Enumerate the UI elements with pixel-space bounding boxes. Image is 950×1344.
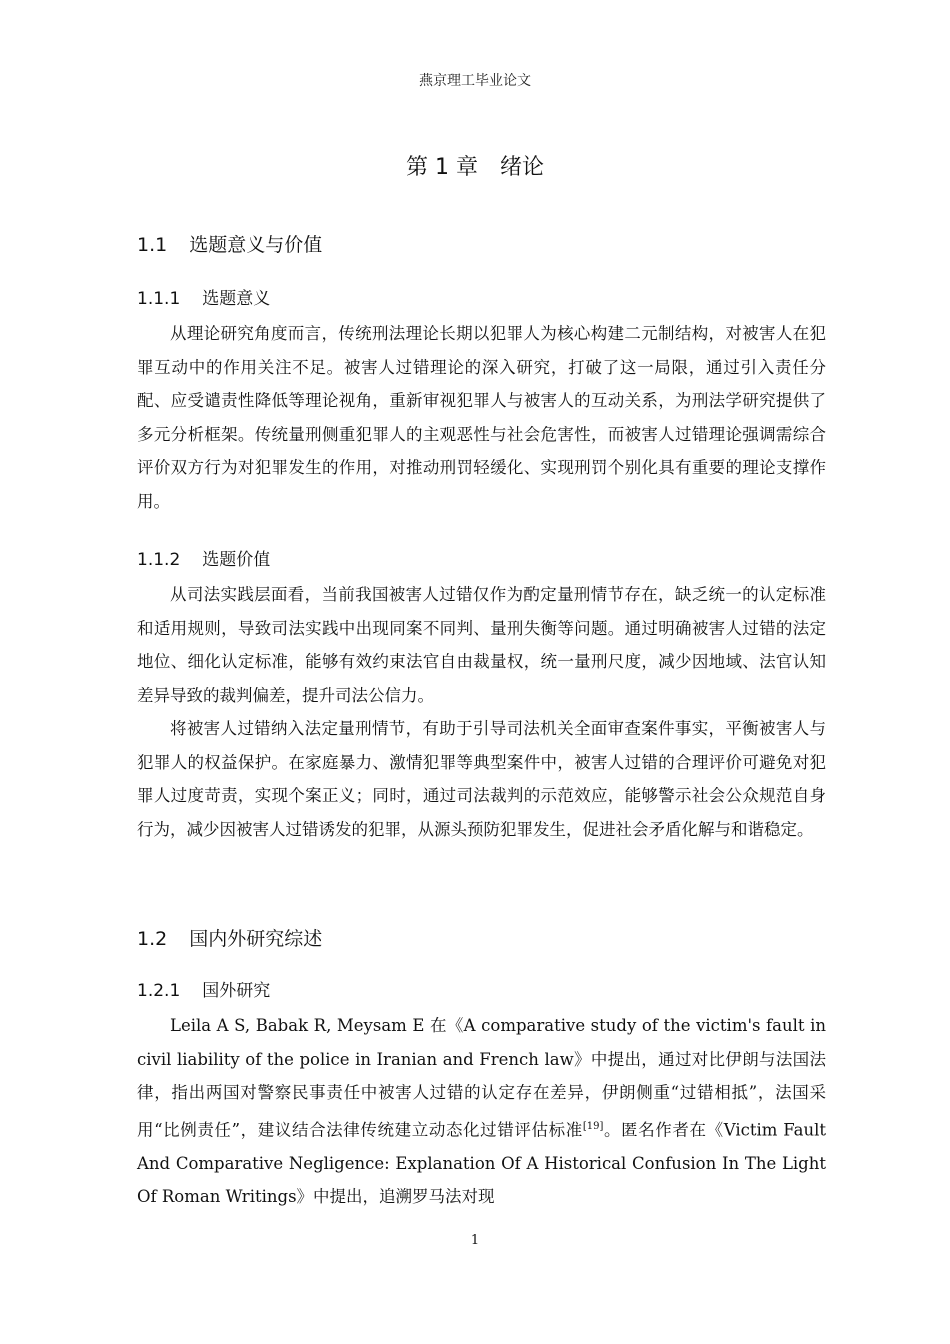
section-number: 1.2.1: [137, 981, 181, 1001]
section-title: 选题价值: [202, 550, 271, 570]
section-heading-1-1-1: [137, 284, 270, 309]
section-title: 选题意义与价值: [189, 234, 323, 256]
section-title: 选题意义: [202, 289, 271, 309]
paragraph-significance: 从理论研究角度而言，传统刑法理论长期以犯罪人为核心构建二元制结构，对被害人在犯罪互动中的作用关注不足。被害人过错理论的深入研究，打破了这一局限，通过引入责任分配、应受谴责性降低等理论视角，重新审视犯罪人与被害人的互动关系，为刑法学研究提供了多元分析框架。传统量刑侧重犯罪人的主观恶性与社会危害性，而被害人过错理论强调需综合评价双方行为对犯罪发生的作用，对推动刑罚轻缓化、实现刑罚个别化具有重要的理论支撑作用。: [137, 324, 826, 511]
paragraph-value-2: 将被害人过错纳入法定量刑情节，有助于引导司法机关全面审查案件事实，平衡被害人与犯罪人的权益保护。在家庭暴力、激情犯罪等典型案件中，被害人过错的合理评价可避免对犯罪人过度苛责，实现个案正义；同时，通过司法裁判的示范效应，能够警示社会公众规范自身行为，减少因被害人过错诱发的犯罪，从源头预防犯罪发生，促进社会矛盾化解与和谐稳定。: [137, 719, 826, 839]
section-heading-1-1-2: [137, 545, 270, 570]
paragraph-value-1: 从司法实践层面看，当前我国被害人过错仅作为酌定量刑情节存在，缺乏统一的认定标准和适用规则，导致司法实践中出现同案不同判、量刑失衡等问题。通过明确被害人过错的法定地位、细化认定标准，能够有效约束法官自由裁量权，统一量刑尺度，减少因地域、法官认知差异导致的裁判偏差，提升司法公信力。: [137, 585, 826, 705]
section-title: 国外研究: [202, 981, 271, 1001]
section-number: 1.1.1: [137, 289, 181, 309]
section-heading-1-1: [137, 230, 322, 257]
section-number: 1.1.2: [137, 550, 181, 570]
section-heading-1-2-1: [137, 976, 270, 1001]
paragraph-text: Leila A S, Babak R, Meysam E 在《A comparative study of the victim's fault in civil liability of the police in Iranian and French law》中提出，通过对比伊朗与法国法律，指出两国对警察民事责任中被害人过错的认定存在差异，伊朗侧重“过错相抵”，法国采用“比例责任”，建议结合法律传统建立动态化过错评估标准: [137, 1016, 826, 1139]
section-number: 1.2: [137, 928, 168, 950]
running-header: 燕京理工毕业论文: [419, 73, 531, 89]
section-number: 1.1: [137, 234, 168, 256]
citation-marker[interactable]: [19]: [582, 1120, 604, 1132]
page-number: 1: [470, 1233, 480, 1248]
paragraph-text: 。匿名作者在《Victim Fault And Comparative Negligence: Explanation Of A Historical Confusion In The Light Of Roman Writings》中提出，追溯罗马法对现: [137, 1120, 826, 1206]
chapter-title: 第 1 章 绪论: [406, 155, 544, 180]
paragraph-foreign-research: [137, 1009, 826, 1214]
section-heading-1-2: [137, 924, 322, 951]
section-title: 国内外研究综述: [189, 928, 323, 950]
